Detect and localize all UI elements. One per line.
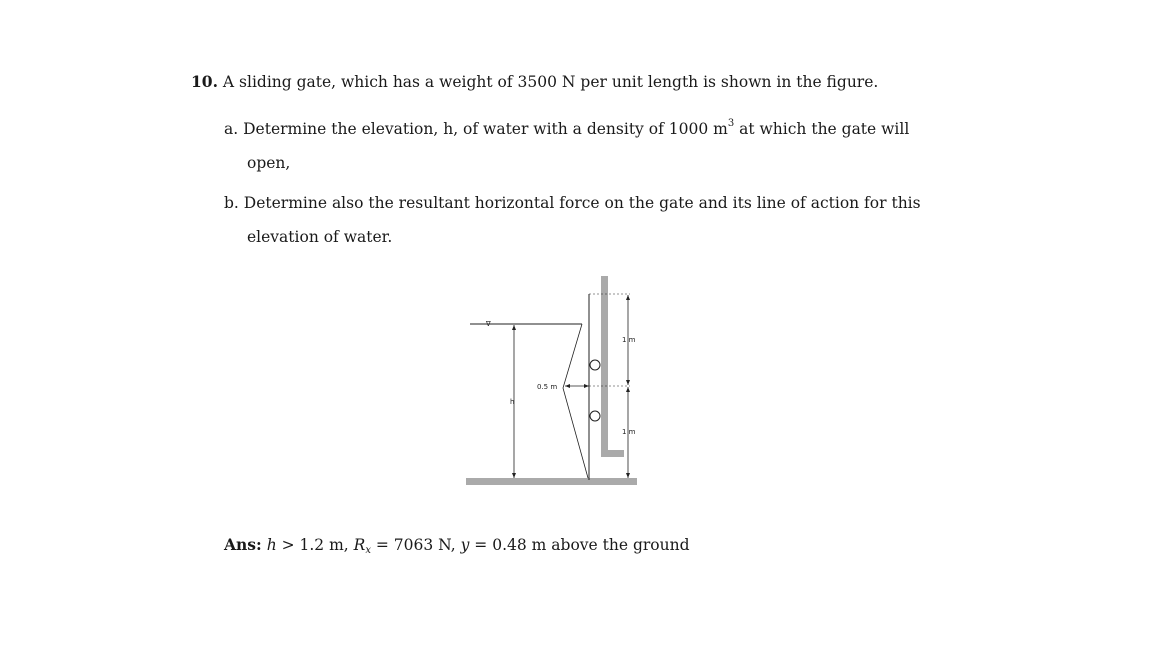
roller-top bbox=[590, 360, 600, 370]
width-label: 0.5 m bbox=[537, 383, 558, 391]
part-a-unit: m bbox=[713, 120, 728, 138]
h-label: h bbox=[510, 398, 515, 406]
part-a-text: Determine the elevation, h, of water with a density of 1000 bbox=[243, 120, 709, 138]
support-wall-vertical bbox=[601, 276, 608, 456]
part-a-exponent: 3 bbox=[727, 118, 735, 129]
answer-r-variable: R bbox=[353, 536, 366, 554]
question-number: 10. bbox=[191, 72, 218, 91]
part-b-label: b. bbox=[224, 194, 239, 212]
width-arrow-right bbox=[584, 384, 589, 388]
top-span-arrow-bottom bbox=[626, 380, 630, 385]
top-span-arrow-top bbox=[626, 295, 630, 300]
answer-h-variable: h bbox=[266, 536, 277, 554]
bottom-span-arrow-top bbox=[626, 387, 630, 392]
water-level-symbol: ∇ bbox=[486, 320, 491, 328]
part-b-text: Determine also the resultant horizontal force on the gate and its line of action for this bbox=[243, 194, 921, 212]
part-a-line2: open, bbox=[247, 154, 291, 172]
answer-r-value: = 7063 N, bbox=[370, 536, 461, 554]
part-a-line1 bbox=[224, 120, 909, 138]
part-a-label: a. bbox=[224, 120, 239, 138]
gate-figure bbox=[460, 270, 650, 492]
h-arrow-bottom bbox=[512, 473, 516, 478]
part-b-line2: elevation of water. bbox=[247, 228, 393, 246]
answer-label: Ans: bbox=[224, 535, 262, 554]
answer-y-variable: y bbox=[460, 536, 470, 554]
support-wall-foot bbox=[601, 450, 624, 457]
answer-h-relation: > 1.2 m, bbox=[276, 536, 354, 554]
answer-y-value: = 0.48 m above the ground bbox=[469, 536, 690, 554]
bottom-span-arrow-bottom bbox=[626, 473, 630, 478]
width-arrow-left bbox=[565, 384, 570, 388]
question-text: A sliding gate, which has a weight of 3500 N per unit length is shown in the figure. bbox=[222, 73, 879, 91]
part-b-line1 bbox=[224, 194, 921, 212]
part-a-text-end: at which the gate will bbox=[739, 120, 910, 138]
bottom-span-label: 1 m bbox=[622, 428, 636, 436]
roller-bottom bbox=[590, 411, 600, 421]
answer-line bbox=[224, 535, 690, 556]
question-line bbox=[191, 72, 878, 91]
h-arrow-top bbox=[512, 325, 516, 330]
ground bbox=[466, 478, 637, 485]
pressure-profile bbox=[563, 324, 588, 478]
answer-r-subscript: x bbox=[365, 545, 371, 556]
top-span-label: 1 m bbox=[622, 336, 636, 344]
